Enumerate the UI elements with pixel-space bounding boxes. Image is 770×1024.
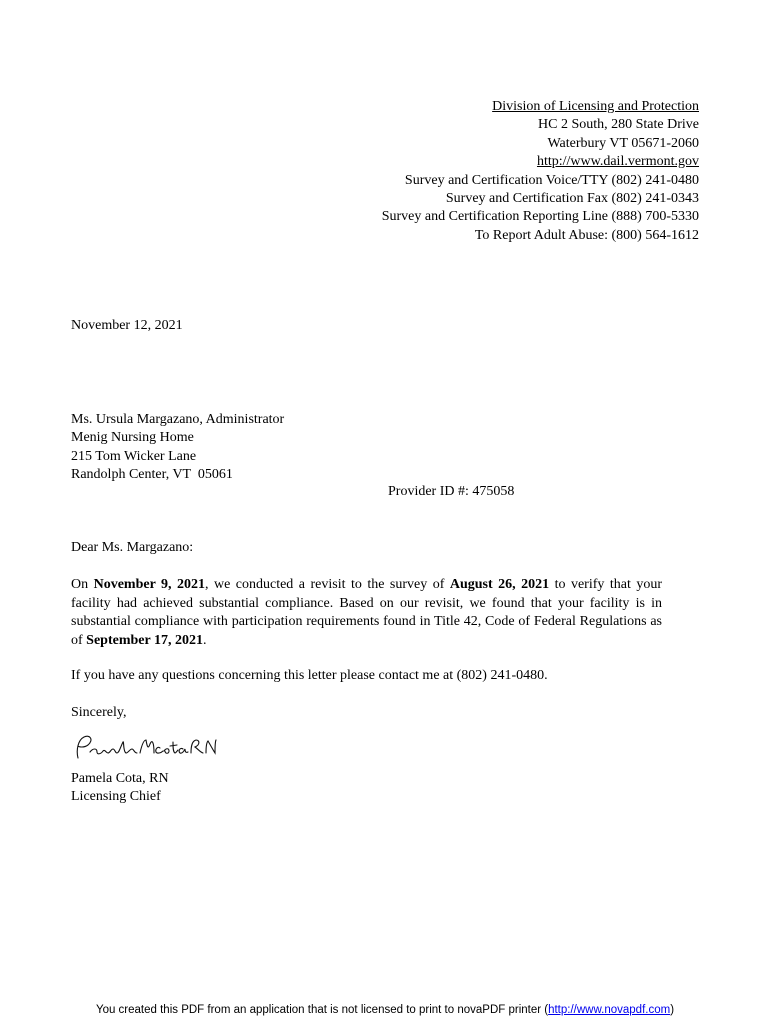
signature-image bbox=[70, 730, 220, 764]
body-text: . bbox=[202, 632, 207, 648]
address-line-1: HC 2 South, 280 State Drive bbox=[538, 117, 699, 133]
letter-date: November 12, 2021 bbox=[71, 318, 183, 333]
survey-date: August 26, 2021 bbox=[449, 577, 550, 592]
body-paragraph bbox=[71, 576, 662, 650]
closing: Sincerely, bbox=[71, 705, 127, 720]
recipient-name: Ms. Ursula Margazano, Administrator bbox=[71, 412, 285, 427]
website-link[interactable]: http://www.dail.vermont.gov bbox=[536, 154, 699, 170]
contact-line: If you have any questions concerning this letter please contact me at (802) 241-0480. bbox=[71, 668, 548, 683]
recipient-address bbox=[71, 411, 284, 485]
signer-name: Pamela Cota, RN bbox=[71, 771, 169, 786]
salutation: Dear Ms. Margazano: bbox=[71, 540, 194, 555]
signer-block bbox=[71, 770, 169, 807]
recipient-city: Randolph Center, VT 05061 bbox=[71, 467, 233, 483]
novapdf-link[interactable]: http://www.novapdf.com bbox=[548, 1004, 671, 1016]
fax-line: Survey and Certification Fax (802) 241-0343 bbox=[445, 191, 699, 207]
letterhead bbox=[382, 98, 699, 245]
footer-text: You created this PDF from an application that is not licensed to print to novaPDF printer ( bbox=[95, 1004, 549, 1016]
revisit-date: November 9, 2021 bbox=[93, 577, 205, 592]
body-text: to verify that your facility had achieved substantial compliance. Based on our revisit, we found that your facility is in substantial compliance with participation requirements found in Title 42, Code of Federal Regulations as of bbox=[71, 577, 662, 648]
provider-id: Provider ID #: 475058 bbox=[388, 484, 515, 499]
reporting-line: Survey and Certification Reporting Line (888) 700-5330 bbox=[381, 209, 699, 225]
voice-line: Survey and Certification Voice/TTY (802) 241-0480 bbox=[404, 172, 699, 188]
body-text: , we conducted a revisit to the survey of bbox=[205, 577, 450, 592]
address-line-2: Waterbury VT 05671-2060 bbox=[547, 135, 699, 151]
abuse-line: To Report Adult Abuse: (800) 564-1612 bbox=[474, 227, 699, 243]
division-name: Division of Licensing and Protection bbox=[492, 99, 699, 114]
recipient-street: 215 Tom Wicker Lane bbox=[71, 448, 197, 464]
body-text: On bbox=[71, 577, 94, 592]
recipient-facility: Menig Nursing Home bbox=[71, 430, 194, 446]
pdf-watermark-footer bbox=[0, 1004, 770, 1016]
compliance-date: September 17, 2021 bbox=[86, 632, 203, 648]
signer-title: Licensing Chief bbox=[71, 789, 161, 805]
footer-text-end: ) bbox=[670, 1004, 675, 1016]
